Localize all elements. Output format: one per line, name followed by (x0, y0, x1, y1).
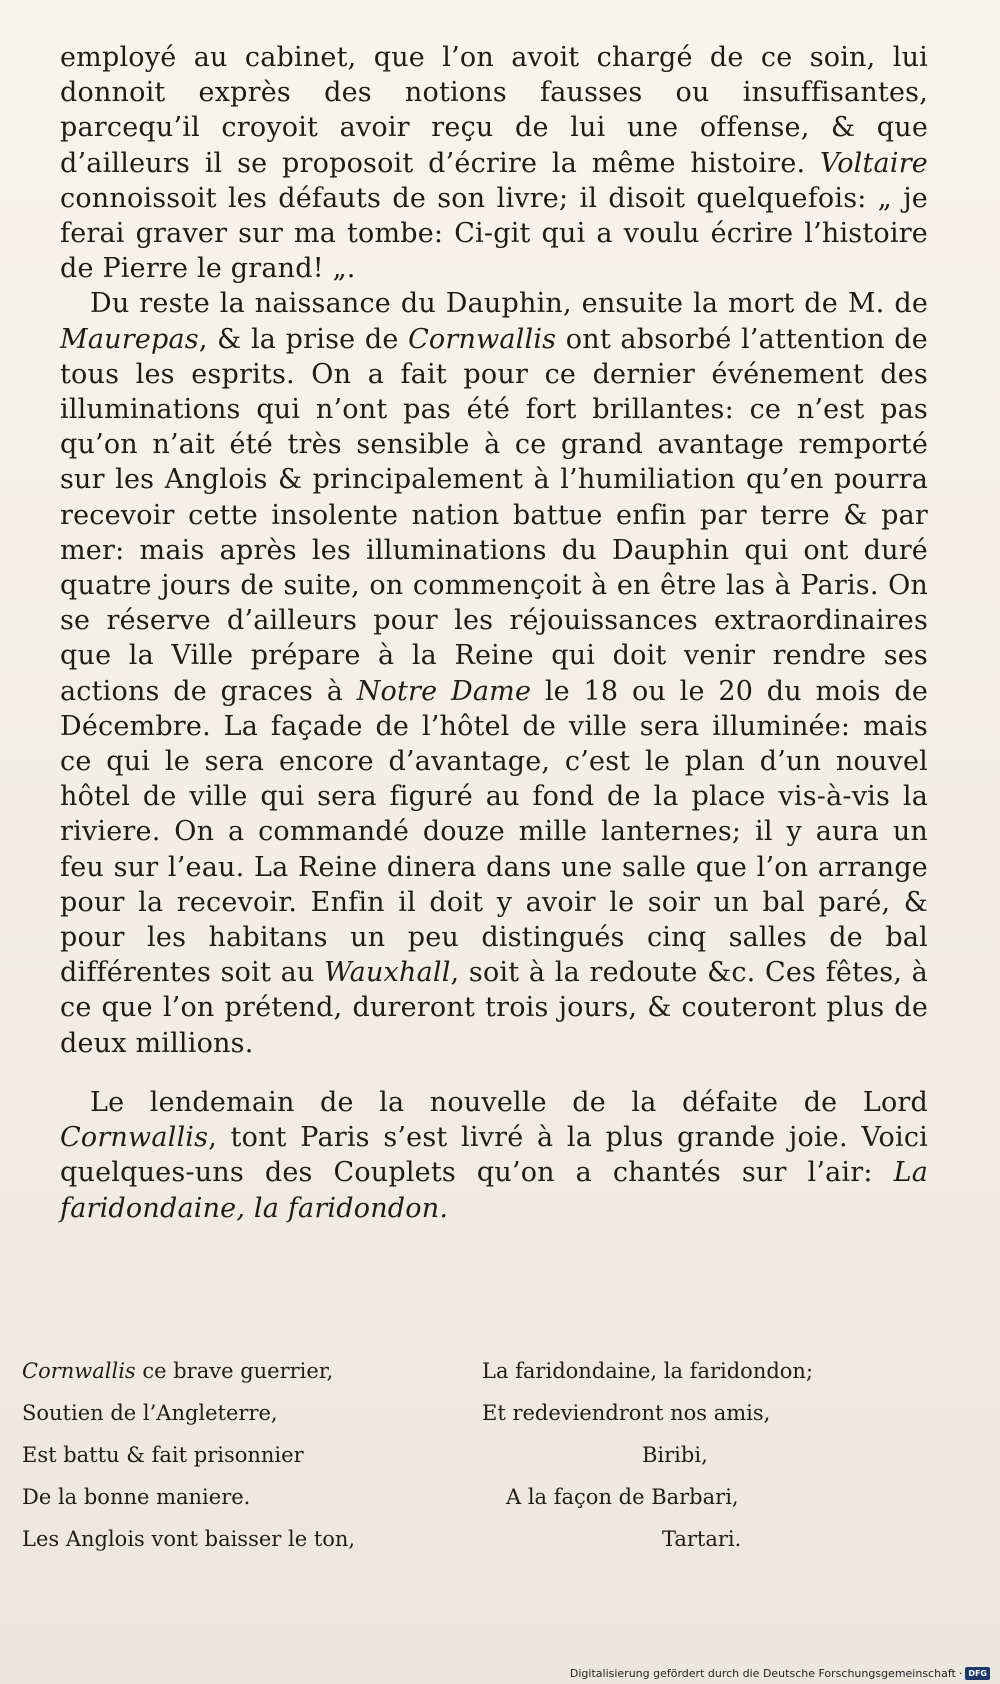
song-line: Tartari. (662, 1527, 742, 1551)
paragraph-text: Du reste la naissance du Dauphin, ensuite la mort de M. de (90, 288, 928, 320)
song-line-text: Les Anglois vont baisser le ton, (22, 1527, 356, 1551)
song-line: La faridondaine, la faridondon; (482, 1359, 814, 1383)
italic-name: Cornwallis (60, 1122, 209, 1154)
italic-name: Maurepas (60, 323, 199, 355)
song-line-text: De la bonne maniere. (22, 1485, 251, 1509)
song-line (22, 1350, 452, 1392)
song-line-text: ce brave guerrier, (135, 1359, 334, 1383)
song-line: A la façon de Barbari, (506, 1485, 739, 1509)
italic-name: Cornwallis (22, 1359, 136, 1383)
paragraph-text: le 18 ou le 20 du mois de Décembre. La façade de l’hôtel de ville sera illuminée: mais ce qui le sera encore d’avantage, c’est le plan d’un nouvel hôtel de ville qui sera figuré au fond de la place vis-à-vis la riviere. On a commandé douze mille lanternes; il y aura un feu sur l’eau. La Reine dinera dans une salle que l’on arrange pour la recevoir. Enfin il doit y avoir le soir un bal paré, & pour les habitans un peu distingués cinq salles de bal différentes soit au (60, 675, 929, 989)
paragraph-text: ont absorbé l’attention de tous les esprits. On a fait pour ce dernier événement des illuminations qui n’ont pas été fort brillantes: ce n’est pas qu’on n’ait été très sensible à ce grand avantage remporté sur les Anglois & principalement à l’humiliation qu’en pourra recevoir cette insolente nation battue enfin par terre & par mer: mais après les illuminations du Dauphin qui ont duré quatre jours de suite, on commençoit à en être las à Paris. On se réserve d’ailleurs pour les réjouissances extraordinaires que la Ville prépare à la Reine qui doit venir rendre ses actions de graces à (60, 323, 928, 707)
paragraph-text: , tont Paris s’est livré à la plus grande joie. Voici quelques-uns des Couplets qu’on a chantés sur l’air: (60, 1122, 928, 1189)
song-left-column (22, 1350, 452, 1560)
song-right-column (482, 1350, 922, 1560)
song-line: Et redeviendront nos amis, (482, 1401, 771, 1425)
song-line (22, 1476, 452, 1518)
paragraph-voltaire (60, 40, 928, 286)
song-line (22, 1434, 452, 1476)
song-line-text: Soutien de l’Angleterre, (22, 1401, 278, 1425)
digitization-footer: Digitalisierung gefördert durch die Deutsche Forschungsgemeinschaft · DFG (570, 1667, 990, 1680)
song-line-text: Est battu & fait prisonnier (22, 1443, 304, 1467)
italic-name: Cornwallis (408, 323, 557, 355)
song-line (22, 1392, 452, 1434)
paragraph-text: employé au cabinet, que l’on avoit chargé de ce soin, lui donnoit exprès des notions fausses ou insuffisantes, parcequ’il croyoit avoir reçu de lui une offense, & que d’ailleurs il se proposoit d’écrire la même histoire. (60, 42, 928, 179)
prose-body (60, 40, 928, 1226)
italic-name: Wauxhall (324, 957, 451, 989)
song-line: Biribi, (642, 1443, 708, 1467)
paragraph-dauphin (60, 286, 928, 1060)
paragraph-text: connoissoit les défauts de son livre; il disoit quelquefois: „ je ferai graver sur ma tombe: Ci-git qui a voulu écrire l’histoire de Pierre le grand! „. (60, 182, 928, 285)
paragraph-text: , & la prise de (198, 323, 399, 355)
song-line (22, 1518, 452, 1560)
paragraph-cornwallis (60, 1085, 928, 1226)
paragraph-text: , soit à la redoute &c. Ces fêtes, à ce que l’on prétend, dureront trois jours, & couteront plus de deux millions. (60, 957, 928, 1059)
italic-name: Notre Dame (356, 675, 532, 707)
dfg-logo-icon: DFG (965, 1667, 990, 1680)
italic-name: Voltaire (820, 147, 928, 179)
footer-text: Digitalisierung gefördert durch die Deutsche Forschungsgemeinschaft (569, 1667, 956, 1680)
paragraph-text: Le lendemain de la nouvelle de la défaite de Lord (90, 1086, 928, 1118)
italic-name: La faridondaine, la faridondon. (60, 1157, 928, 1224)
